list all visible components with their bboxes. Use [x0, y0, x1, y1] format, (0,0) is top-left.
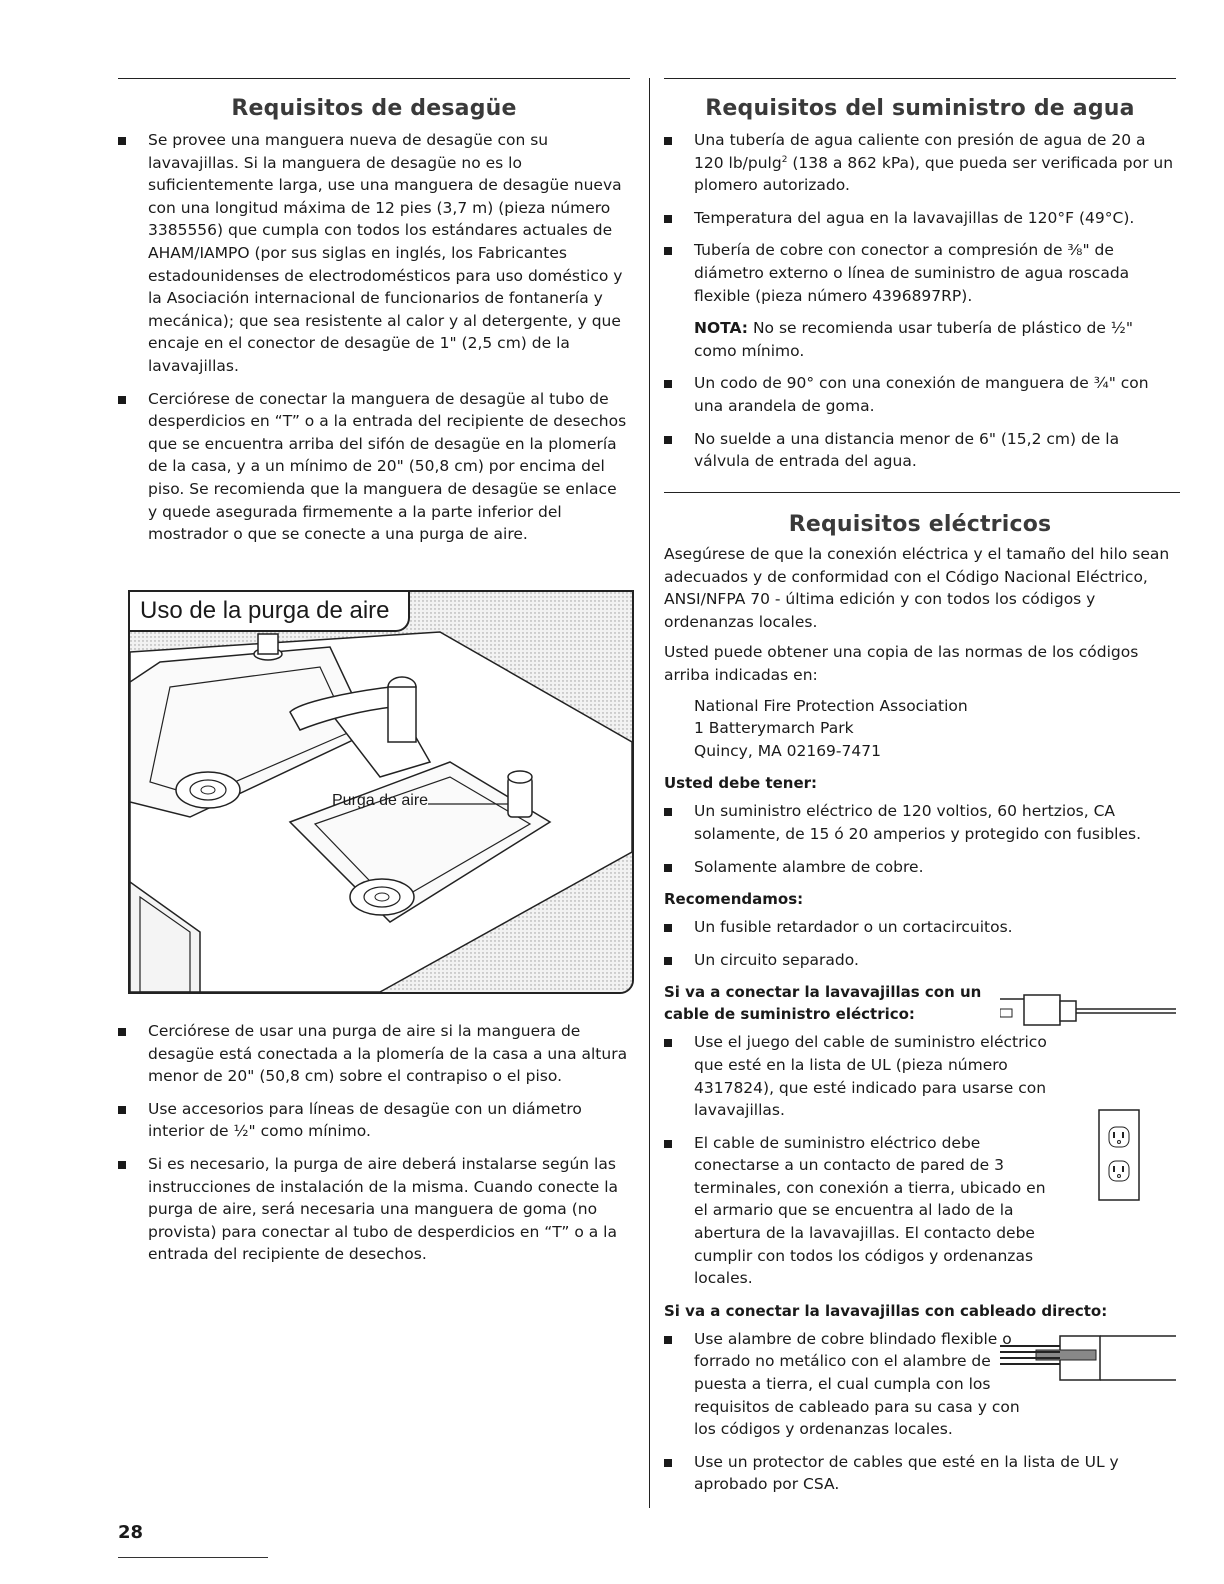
- water-note-label: NOTA:: [694, 319, 749, 338]
- water-item-2: Temperatura del agua en la lavavajillas de 120°F (49°C).: [664, 207, 1176, 230]
- direct-heading: Si va a conectar la lavavajillas con cableado directo:: [664, 1301, 1108, 1320]
- right-top-rule: [664, 78, 1176, 79]
- water-section: [664, 96, 1176, 483]
- water-item-5: No suelde a una distancia menor de 6" (15,2 cm) de la válvula de entrada del agua.: [664, 428, 1176, 473]
- water-item-3: Tubería de cobre con conector a compresión de ⅜" de diámetro externo o línea de suministro de agua roscada flexible (pieza número 4396897RP).: [664, 239, 1176, 307]
- electric-paragraph-1: Asegúrese de que la conexión eléctrica y el tamaño del hilo sean adecuados y de conformidad con el Código Nacional Eléctrico, ANSI/NFPA 70 - última edición y con todos los códigos y ordenanzas locales.: [664, 545, 1170, 631]
- must-have-item-1: Un suministro eléctrico de 120 voltios, 60 hertzios, CA solamente, de 15 ó 20 amperios y protegido con fusibles.: [664, 800, 1176, 845]
- direct-item-1: Use alambre de cobre blindado flexible o forrado no metálico con el alambre de puesta a tierra, el cual cumpla con los requisitos de cableado para su casa y con los códigos y ordenanzas locales.: [664, 1328, 1176, 1441]
- water-item-1-sup: 2: [781, 154, 788, 165]
- cord-block: [664, 981, 1176, 1290]
- drain-item-2: Cerciórese de conectar la manguera de desagüe al tubo de desperdicios en “T” o a la entrada del recipiente de desechos que se encuentra arriba del sifón de desagüe en la plomería de la casa, y a un mínimo de 20" (50,8 cm) por encima del piso. Se recomienda que la manguera de desagüe se enlace y quede asegurada firmemente a la parte inferior del mostrador o que se conecte a una purga de aire.: [118, 388, 630, 546]
- cord-item-2: El cable de suministro eléctrico debe conectarse a un contacto de pared de 3 terminales, con conexión a tierra, ubicado en el armario que se encuentra al lado de la abertura de la lavavajillas. El contacto debe cumplir con todos los códigos y ordenanzas locales.: [664, 1132, 1176, 1290]
- water-item-1-a: Una tubería de agua caliente con presión de agua de 20 a 120 lb/pulg: [694, 131, 1146, 172]
- electric-section-rule: [664, 492, 1180, 493]
- recommend-heading: Recomendamos:: [664, 890, 804, 909]
- power-cord-icon: [1000, 987, 1176, 1027]
- recommend-item-1: Un fusible retardador o un cortacircuitos.: [664, 916, 1176, 939]
- airgap-item-3: Si es necesario, la purga de aire deberá instalarse según las instrucciones de instalación de la misma. Cuando conecte la purga de aire, será necesaria una manguera de goma (no provista) para conectar al tubo de desperdicios en “T” o a la entrada del recipiente de desechos.: [118, 1153, 630, 1266]
- water-item-4: Un codo de 90° con una conexión de manguera de ¾" con una arandela de goma.: [664, 372, 1176, 417]
- direct-block: [664, 1300, 1176, 1496]
- address-line-3: Quincy, MA 02169-7471: [694, 741, 881, 760]
- recommend-item-2: Un circuito separado.: [664, 949, 1176, 972]
- address-block: [694, 695, 1176, 763]
- address-line-2: 1 Batterymarch Park: [694, 719, 854, 738]
- page-number: 28: [118, 1522, 144, 1543]
- airgap-section: [118, 1020, 630, 1276]
- left-top-rule: [118, 78, 630, 79]
- drain-title: Requisitos de desagüe: [231, 96, 517, 121]
- wall-outlet-icon: [1098, 1109, 1140, 1201]
- water-item-1: [664, 129, 1176, 197]
- airgap-item-2: Use accesorios para líneas de desagüe con un diámetro interior de ½" como mínimo.: [118, 1098, 630, 1143]
- must-have-heading: Usted debe tener:: [664, 774, 818, 793]
- direct-item-2: Use un protector de cables que esté en la lista de UL y aprobado por CSA.: [664, 1451, 1176, 1496]
- cord-heading: Si va a conectar la lavavajillas con un cable de suministro eléctrico:: [664, 983, 982, 1024]
- water-item-1-b: (138 a 862 kPa), que pueda ser verificada por un plomero autorizado.: [694, 153, 1174, 195]
- column-divider: [649, 78, 650, 1508]
- water-note: [694, 317, 1176, 362]
- address-line-1: National Fire Protection Association: [694, 696, 968, 715]
- water-title: Requisitos del suministro de agua: [705, 96, 1135, 121]
- drain-section: [118, 96, 630, 556]
- water-note-text: No se recomienda usar tubería de plástico de ½" como mínimo.: [694, 319, 1133, 360]
- air-gap-label: Purga de aire: [332, 792, 429, 809]
- electric-section: [664, 512, 1176, 1506]
- air-gap-figure: [128, 590, 634, 994]
- drain-item-1: Se provee una manguera nueva de desagüe con su lavavajillas. Si la manguera de desagüe no es lo suficientemente larga, use una manguera de desagüe nueva con una longitud máxima de 12 pies (3,7 m) (pieza número 3385556) que cumpla con todos los estándares actuales de AHAM/IAMPO (por sus siglas en inglés, los Fabricantes estadounidenses de electrodomésticos para uso doméstico y la Asociación internacional de funcionarios de fontanería y mecánica); que sea resistente al calor y al detergente, y que encaje en el conector de desagüe de 1" (2,5 cm) de la lavavajillas.: [118, 129, 630, 378]
- electric-paragraph-2: Usted puede obtener una copia de las normas de los códigos arriba indicadas en:: [664, 643, 1139, 684]
- footer-rule: [118, 1557, 268, 1558]
- electric-title: Requisitos eléctricos: [788, 512, 1052, 537]
- figure-title: Uso de la purga de aire: [130, 592, 410, 632]
- airgap-item-1: Cerciórese de usar una purga de aire si la manguera de desagüe está conectada a la plomería de la casa a una altura menor de 20" (50,8 cm) sobre el contrapiso o el piso.: [118, 1020, 630, 1088]
- cord-item-1: Use el juego del cable de suministro eléctrico que esté en la lista de UL (pieza número 4317824), que esté indicado para usarse con lavavajillas.: [664, 1031, 1176, 1121]
- must-have-item-2: Solamente alambre de cobre.: [664, 856, 1176, 879]
